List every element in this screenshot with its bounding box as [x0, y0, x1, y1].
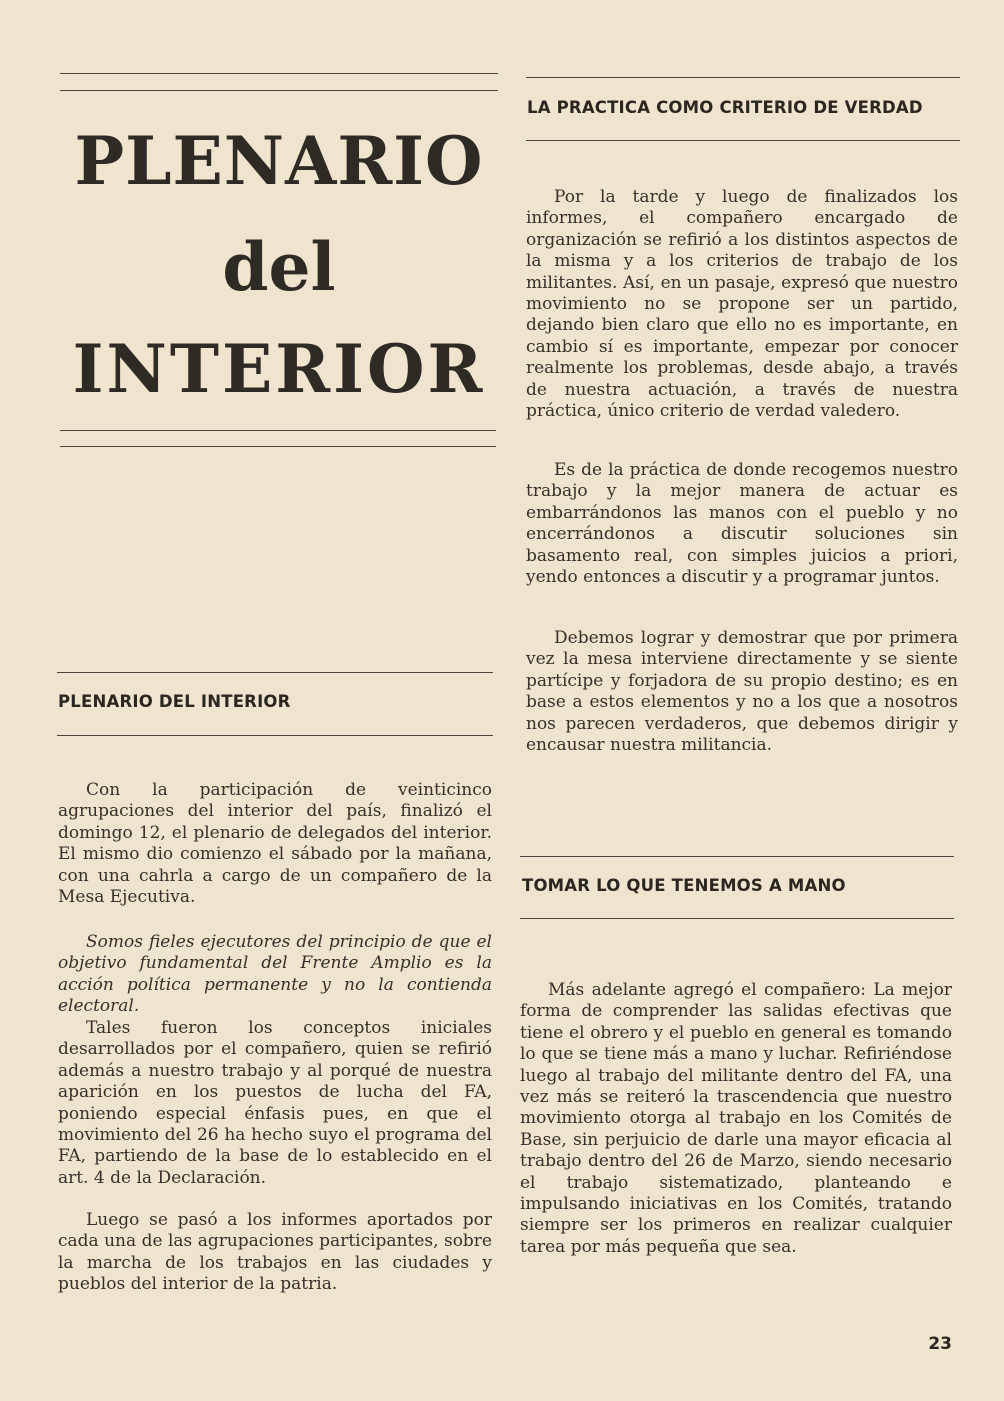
title-rule-bottom-1	[60, 430, 496, 431]
left-paragraph-3: Tales fueron los conceptos iniciales desarrollados por el compañero, quien se refirió además a nuestro trabajo y al porqué de nuestra aparición en los puestos de lucha del FA, poniendo especial énfasis pues, en que el movimiento del 26 ha hecho suyo el programa del FA, partiendo de la base de lo establecido en el art. 4 de la Declaración.	[58, 1018, 492, 1188]
right-paragraph-2: Es de la práctica de donde recogemos nuestro trabajo y la mejor manera de actuar es embarrándonos las manos con el pueblo y no encerrándonos a discutir soluciones sin basamento real, con simples juicios a priori, yendo entonces a discutir y a programar juntos.	[526, 460, 958, 588]
left-heading-rule-bottom	[57, 735, 493, 736]
left-paragraph-2: Somos fieles ejecutores del principio de que el objetivo fundamental del Frente Amplio es la acción política permanente y no la contienda electoral.	[58, 932, 492, 1017]
right-heading2-rule-bottom	[520, 918, 954, 919]
right-section-heading-2: TOMAR LO QUE TENEMOS A MANO	[522, 876, 846, 895]
right-paragraph-4: Más adelante agregó el compañero: La mejor forma de comprender las salidas efectivas que tiene el obrero y el pueblo en general es tomando lo que se tiene más a mano y luchar. Refiriéndose luego al trabajo del militante dentro del FA, una vez más se reiteró la trascendencia que nuestro movimiento otorga al trabajo en los Comités de Base, sin perjuicio de darle una mayor eficacia al trabajo dentro del 26 de Marzo, siendo necesario el trabajo sistematizado, planteando e impulsando iniciativas en los Comités, tratando siempre ser los primeros en realizar cualquier tarea por más pequeña que sea.	[520, 980, 952, 1257]
title-line-2: del	[222, 228, 336, 306]
page-number: 23	[928, 1334, 952, 1354]
right-paragraph-1: Por la tarde y luego de finalizados los informes, el compañero encargado de organización se refirió a los distintos aspectos de la misma y a los criterios de trabajo de los militantes. Así, en un pasaje, expresó que nuestro movimiento no se propone ser un partido, dejando bien claro que ello no es importante, en cambio sí es importante, empezar por conocer realmente los problemas, desde abajo, a través de nuestra actuación, a través de nuestra práctica, único criterio de verdad valedero.	[526, 187, 958, 422]
left-paragraph-1: Con la participación de veinticinco agrupaciones del interior del país, finalizó el domingo 12, el plenario de delegados del interior. El mismo dio comienzo el sábado por la mañana, con una cahrla a cargo de un compañero de la Mesa Ejecutiva.	[58, 780, 492, 908]
right-heading1-rule-bottom	[526, 140, 960, 141]
left-paragraph-4: Luego se pasó a los informes aportados por cada una de las agrupaciones participantes, sobre la marcha de los trabajos en las ciudades y pueblos del interior de la patria.	[58, 1210, 492, 1295]
top-rule-left-2	[60, 90, 498, 91]
title-rule-bottom-2	[60, 446, 496, 447]
left-section-heading: PLENARIO DEL INTERIOR	[58, 692, 291, 711]
right-heading2-rule-top	[520, 856, 954, 857]
title-line-1: PLENARIO	[74, 122, 484, 200]
left-heading-rule-top	[57, 672, 493, 673]
right-heading1-rule-top	[526, 77, 960, 78]
top-rule-left-1	[60, 73, 498, 74]
right-section-heading-1: LA PRACTICA COMO CRITERIO DE VERDAD	[527, 98, 923, 117]
right-paragraph-3: Debemos lograr y demostrar que por primera vez la mesa interviene directamente y se siente partícipe y forjadora de su propio destino; es en base a estos elementos y no a los que a nosotros nos parecen verdaderos, que debemos dirigir y encausar nuestra militancia.	[526, 628, 958, 756]
title-line-3: INTERIOR	[72, 330, 486, 408]
